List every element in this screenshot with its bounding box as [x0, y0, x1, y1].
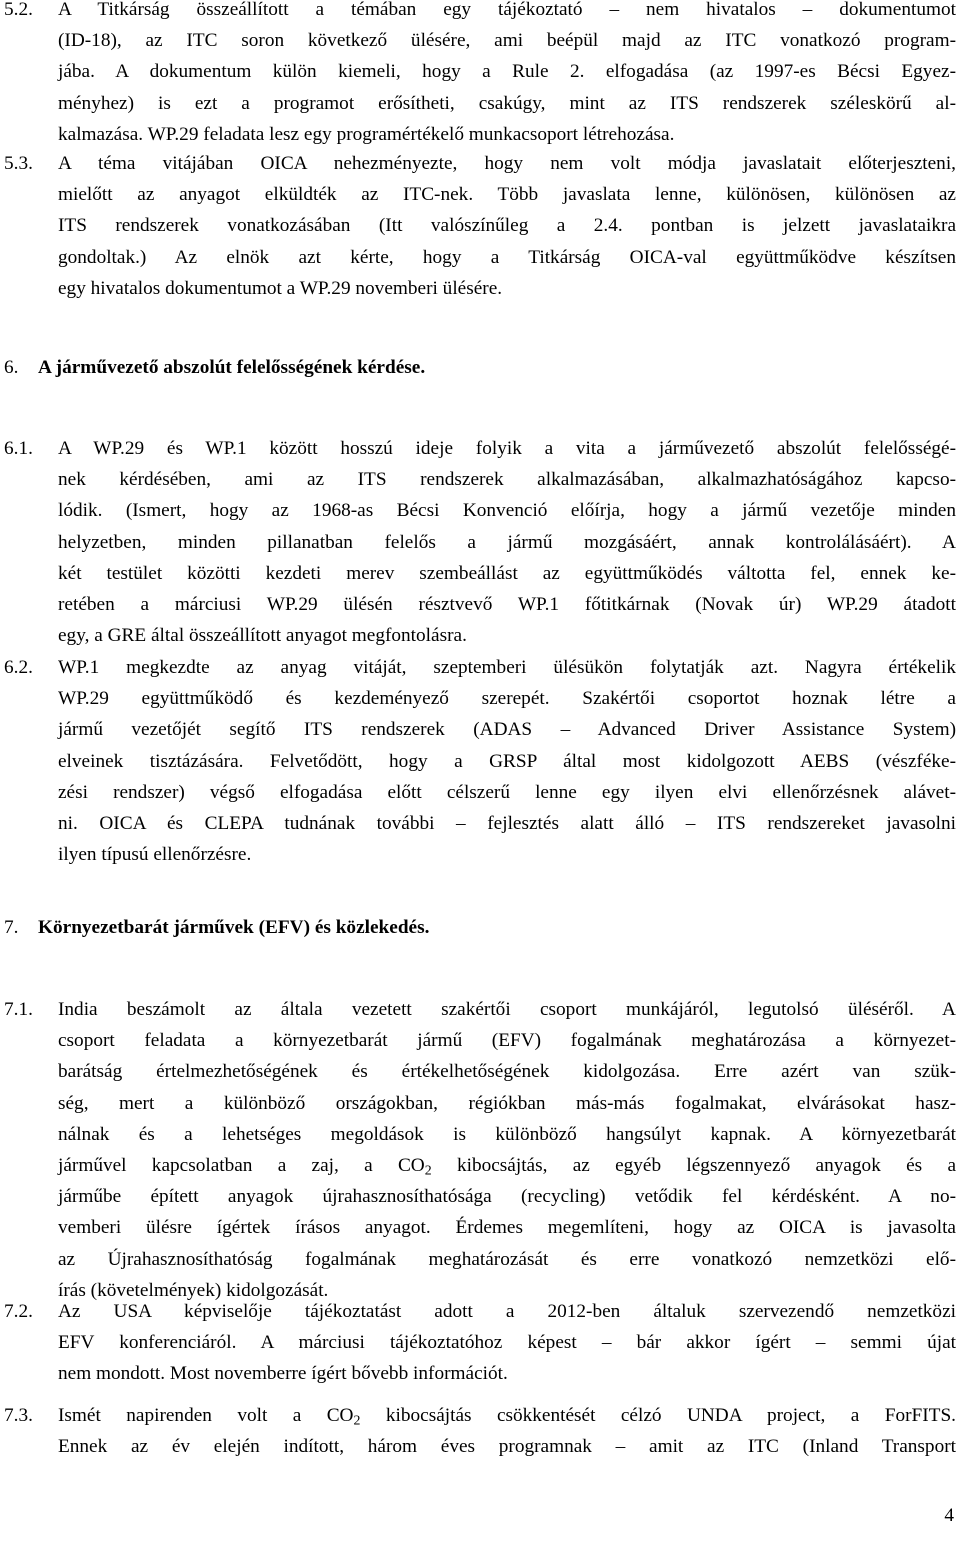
text-line: írás (követelmények) kidolgozását.	[58, 1279, 329, 1301]
text-line: gondoltak.) Az elnök azt kérte, hogy a Titkárság OICA-val együttműködve készítsen	[58, 246, 956, 268]
section-title: Környezetbarát járművek (EFV) és közlekedés.	[38, 917, 430, 938]
section-5-2	[0, 0, 956, 154]
text-line: járművel kapcsolatban a zaj, a $CO_2$ kibocsájtás, az egyéb légszennyező anyagok és a	[58, 1155, 956, 1179]
section-text	[58, 1296, 956, 1390]
text-line: Az USA képviselője tájékoztatást adott a 2012-ben általuk szervezendő nemzetközi	[58, 1301, 956, 1322]
section-text	[58, 433, 956, 651]
text-line: elveinek tisztázására. Felvetődött, hogy a GRSP által most kidolgozott AEBS (vészféke-	[58, 750, 956, 772]
section-text	[58, 652, 956, 870]
text-line: jába. A dokumentum külön kiemeli, hogy a Rule 2. elfogadása (az 1997-es Bécsi Egyez-	[58, 61, 956, 83]
section-7-3	[0, 1400, 956, 1464]
text-line: nálnak és a lehetséges megoldások is különböző hangsúlyt kapnak. A környezetbarát	[58, 1123, 956, 1145]
section-number: 7.1.	[4, 999, 33, 1020]
section-7-2	[0, 1296, 956, 1392]
section-text	[58, 0, 956, 150]
text-line: helyzetben, minden pillanatban felelős a jármű mozgásáért, annak kontrolálásáért). A	[58, 531, 956, 553]
section-number: 7.	[4, 917, 19, 938]
section-number: 6.	[4, 357, 19, 378]
section-text	[58, 1400, 956, 1462]
text-line: A WP.29 és WP.1 között hosszú ideje folyik a vita a járművezető abszolút felelősségé-	[58, 438, 956, 459]
section-title: A járművezető abszolút felelősségének kérdése.	[38, 357, 426, 378]
section-number: 5.3.	[4, 153, 33, 174]
text-line: Ismét napirenden volt a $CO_2$ kibocsájtás csökkentését célzó UNDA project, a ForFITS.	[58, 1405, 956, 1429]
text-line: (ID-18), az ITC soron következő ülésére, ami beépül majd az ITC vonatkozó program-	[58, 30, 956, 52]
text-line: az Újrahasznosíthatóság fogalmának meghatározását és erre vonatkozó nemzetközi elő-	[58, 1248, 956, 1270]
section-number: 6.2.	[4, 657, 33, 678]
text-line: A téma vitájában OICA nehezményezte, hogy nem volt módja javaslatait előterjeszteni,	[58, 153, 956, 174]
subscript: 2	[353, 1413, 361, 1429]
text-line: lódik. (Ismert, hogy az 1968-as Bécsi Konvenció előírja, hogy a jármű vezetője minden	[58, 500, 956, 522]
text-line: Ennek az év elején indított, három éves programnak – amit az ITC (Inland Transport	[58, 1436, 956, 1458]
subscript: 2	[424, 1163, 432, 1179]
section-number: 6.1.	[4, 438, 33, 459]
text-line: két testület közötti kezdeti merev szembeállást az együttműködés váltotta fel, ennek ke-	[58, 562, 956, 584]
section-text	[58, 994, 956, 1306]
section-number: 7.3.	[4, 1405, 33, 1426]
text-line: ményhez) is ezt a programot erősítheti, csakúgy, mint az ITS rendszerek széleskörű al-	[58, 92, 956, 114]
section-number: 5.2.	[4, 0, 33, 20]
section-6-heading	[0, 352, 956, 384]
section-number: 7.2.	[4, 1301, 33, 1322]
text-line: nek kérdésében, ami az ITS rendszerek alkalmazásában, alkalmazhatóságához kapcso-	[58, 469, 956, 491]
section-6-1	[0, 433, 956, 653]
section-7-1	[0, 994, 956, 1308]
text-line: járműbe épített anyagok újrahasznosíthatósága (recycling) vetődik fel kérdésként. A no-	[58, 1186, 956, 1208]
text-line: jármű vezetőjét segítő ITS rendszerek (ADAS – Advanced Driver Assistance System)	[58, 719, 956, 741]
text-line: nem mondott. Most novemberre ígért bővebb információt.	[58, 1363, 508, 1385]
section-7-heading	[0, 912, 956, 944]
text-line: csoport feladata a környezetbarát jármű (EFV) fogalmának meghatározása a környezet-	[58, 1030, 956, 1052]
text-line: WP.29 együttműködő és kezdeményező szerepét. Szakértői csoportot hoznak létre a	[58, 688, 956, 710]
section-text	[58, 148, 956, 304]
text-line: ITS rendszerek vonatkozásában (Itt valószínűleg a 2.4. pontban is jelzett javaslataikra	[58, 215, 956, 237]
text-line: ilyen típusú ellenőrzésre.	[58, 844, 252, 866]
text-line: WP.1 megkezdte az anyag vitáját, szeptemberi ülésükön folytatják azt. Nagyra értékelik	[58, 657, 956, 678]
section-5-3	[0, 148, 956, 308]
text-line: mielőtt az anyagot elküldték az ITC-nek. Több javaslata lenne, különösen, különösen az	[58, 184, 956, 206]
text-line: kalmazása. WP.29 feladata lesz egy programértékelő munkacsoport létrehozása.	[58, 123, 675, 145]
text-line: EFV konferenciáról. A márciusi tájékoztatóhoz képest – bár akkor ígért – semmi újat	[58, 1332, 956, 1354]
text-line: egy, a GRE által összeállított anyagot megfontolásra.	[58, 625, 467, 647]
text-line: vemberi ülésre ígértek írásos anyagot. Érdemes megemlíteni, hogy az OICA is javasolta	[58, 1217, 956, 1239]
text-line: A Titkárság összeállított a témában egy tájékoztató – nem hivatalos – dokumentumot	[58, 0, 956, 20]
text-line: ni. OICA és CLEPA tudnának további – fejlesztés alatt álló – ITS rendszereket javasolni	[58, 813, 956, 835]
text-line: egy hivatalos dokumentumot a WP.29 novemberi ülésére.	[58, 277, 503, 299]
text-line: retében a márciusi WP.29 ülésén résztvevő WP.1 főtitkárnak (Novak úr) WP.29 átadott	[58, 594, 956, 616]
text-line: India beszámolt az általa vezetett szakértői csoport munkájáról, legutolsó üléséről. A	[58, 999, 956, 1020]
text-line: barátság értelmezhetőségének és értékelhetőségének kidolgozása. Erre azért van szük-	[58, 1061, 956, 1083]
section-6-2	[0, 652, 956, 872]
text-line: zési rendszer) végső elfogadása előtt célszerű lenne egy ilyen elvi ellenőrzésnek alávet-	[58, 781, 956, 803]
text-line: ség, mert a különböző országokban, régiókban más-más fogalmakat, elvárásokat hasz-	[58, 1092, 956, 1114]
page-number: 4	[944, 1505, 954, 1526]
